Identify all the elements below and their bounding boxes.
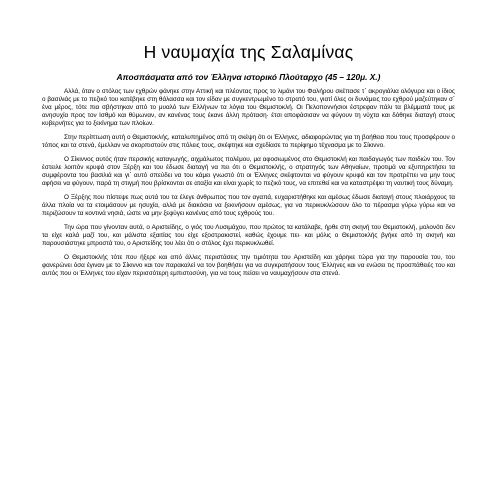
paragraph: Ο Θεμιστοκλής τότε που ήξερε και από άλλες περιστάσεις την τιμιότητα του Αριστείδη και χάρηκε τώρα για την παρουσία του, του φανερώνει όσα έγιναν με το Σίκιννο και τον παρακαλεί να τον βοηθήσει για να συγκρατήσουν τους Έλληνες και να ενώσει τις προσπάθειές του και αυτός που οι Έλληνες του είχαν περισσότερη εμπιστοσύνη, για να τους πείσει να ναυμαχήσουν στα στενά. [42, 253, 455, 277]
document-subtitle: Αποσπάσματα από τον Έλληνα ιστορικό Πλούταρχο (45 – 120μ. Χ.) [116, 72, 381, 82]
paragraph: Ο Ξέρξης που πίστεψε πως αυτά του τα έλεγε άνθρωπος που τον αγαπά, ευχαριστήθηκε και αμέσως έδωσε διαταγή στους πλοιάρχους τα άλλα πλοία να τα ετοιμάσουν με ησυχία, αλλά με διακόσια να ξεκινήσουν αμέσως, για να περικυκλώσουν όλο το πέρασμα γύρω γύρω και να περιζώσουν τα κοντινά νησιά, ώστε να μην ξεφύγει κανένας από τους εχθρούς του. [42, 193, 455, 217]
paragraph: Την ώρα που γίνονταν αυτά, ο Αριστείδης, ο γιός του Λυσιμάχου, που πρώτος τα κατάλαβε, ήρθε στη σκηνή του Θεμιστοκλή, μολονότι δεν τα είχε καλά μαζί του, και μάλιστα εξαιτίας του είχε εξοστρακιστεί, καθώς έχουμε πει· και μόλις ο Θεμιστοκλής βγήκε από τη σκηνή και παρουσιάστηκε μπροστά του, ο Αριστείδης του λέει ότι ο στόλος έχει περικυκλωθεί. [42, 223, 455, 247]
paragraph: Στην περίπτωση αυτή ο Θεμιστοκλής, καταλυπημένος από τη σκέψη ότι οι Έλληνες, αδιαφορώντας για τη βοήθεια που τους προσφέρουν ο τόπος και τα στενά, έμελλαν να σκορπιστούν στις πόλεις τους, σκέφτηκε και σχεδίασε το περίφημο τέχνασμα με το Σίκιννο. [42, 134, 455, 150]
document-title: Η ναυμαχία της Σαλαμίνας [143, 42, 354, 62]
paragraph: Ο Σίκιννος αυτός ήταν περσικής καταγωγής, αιχμάλωτος πολέμου, μα αφοσιωμένος στο Θεμιστοκλή και παιδαγωγός των παιδιών του. Τον έστειλε λοιπόν κρυφά στον Ξέρξη και του έδωσε διαταγή να πει ότι ο Θεμιστοκλής, ο στρατηγός των Αθηναίων, προτιμά να εξυπηρετήσει τα συμφέροντα του βασιλιά και γι΄ αυτό σπεύδει να του κάμει γνωστό ότι οι Έλληνες σκέφτονται να φύγουν κρυφά και τον προτρέπει να μην τους αφήσει να φύγουν, παρά τη στιγμή που βρίσκονται σε αταξία και είναι χωρίς το πεζικό τους, να επιτεθεί και να καταστρέψει τη ναυτική τους δύναμη. [42, 155, 455, 188]
paragraph: Αλλά, όταν ο στόλος των εχθρών φάνηκε στην Αττική και πλέοντας προς το λιμάνι του Φαλήρου σκέπασε τ΄ ακρογιάλια ολόγυρα και ο ίδιος ο βασιλιάς με το πεζικό του κατέβηκε στη θάλασσα και τον είδαν με συγκεντρωμένο το στρατό του, γιατί όλες οι δυνάμεις του εχθρού μαζεύτηκαν σ΄ ένα μέρος, τότε πια σβήστηκαν από το μυαλό των Ελλήνων τα λόγια του Θεμιστοκλή. Οι Πελοποννήσιοι έστρεφαν πάλι τα βλέμματά τους με ανησυχία προς τον Ισθμό και θύμωναν, αν κανένας τους έκανε άλλη πρόταση· έτσι αποφάσισαν να φύγουν τη νύχτα και δόθηκε διαταγή στους κυβερνήτες για το ξεκίνημα των πλοίων. [42, 88, 455, 128]
